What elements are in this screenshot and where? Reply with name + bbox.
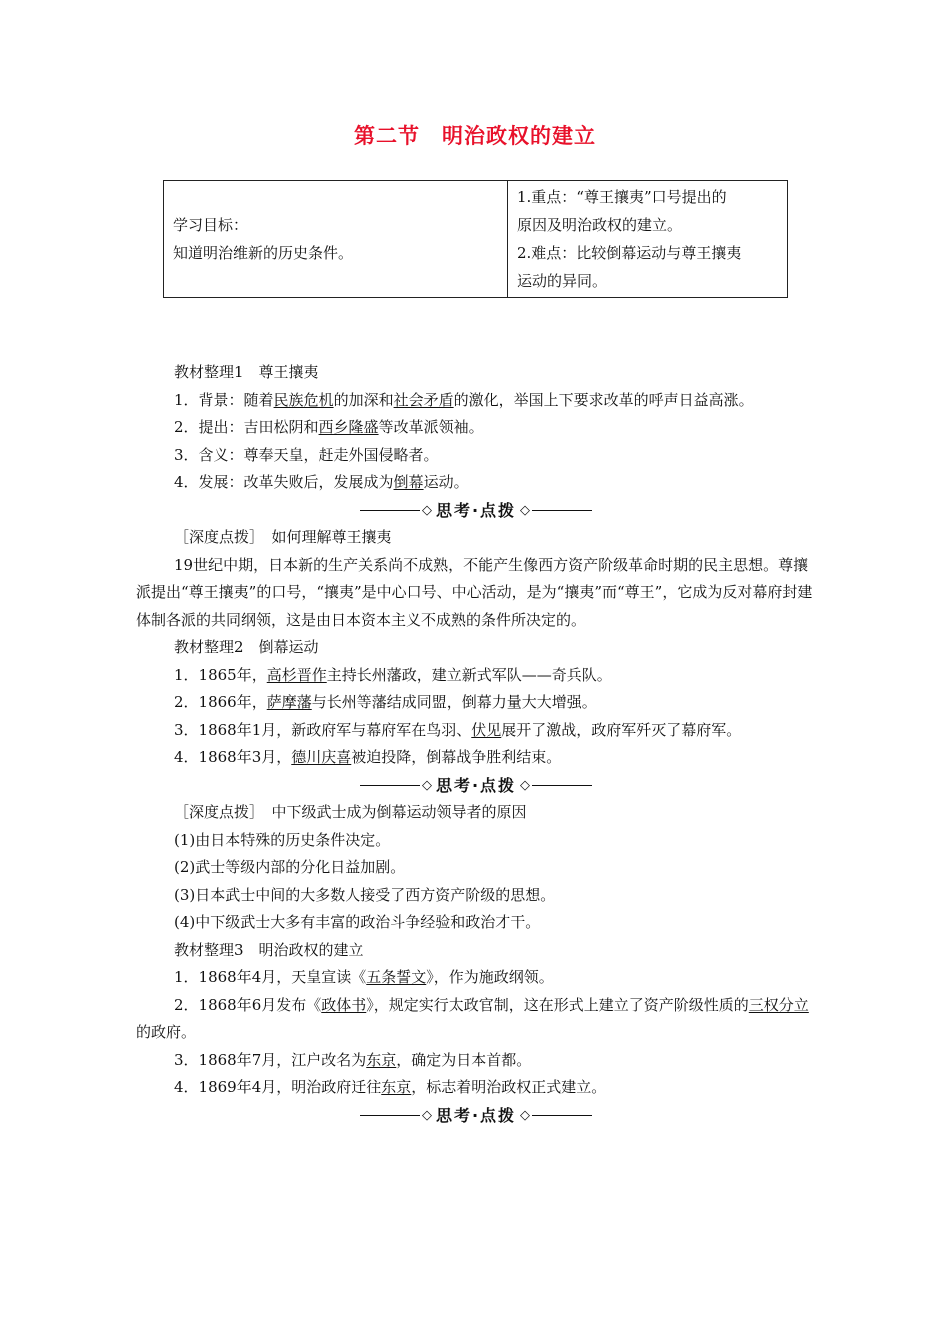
list-item: 2．1866年，萨摩藩与长州等藩结成同盟，倒幕力量大大增强。 (174, 693, 597, 711)
list-item: 2．提出：吉田松阴和西乡隆盛等改革派领袖。 (174, 418, 484, 436)
diamond-icon: ◇ (421, 502, 432, 518)
divider-label: 思考·点拨 (435, 500, 517, 520)
list-item: 3．含义：尊奉天皇，赶走外国侵略者。 (174, 445, 439, 464)
divider-line (532, 510, 592, 511)
list-item: 3．1868年1月，新政府军与幕府军在鸟羽、伏见展开了激战，政府军歼灭了幕府军。 (174, 720, 742, 739)
list-item: (1)由日本特殊的历史条件决定。 (174, 830, 391, 849)
list-item: 2．1868年6月发布《政体书》，规定实行太政官制，这在形式上建立了资产阶级性质的三权分立的政府。 (136, 995, 809, 1041)
list-item: 4．1868年3月，德川庆喜被迫投降，倒幕战争胜利结束。 (174, 748, 562, 766)
divider-line (360, 785, 420, 786)
diamond-icon: ◇ (520, 1107, 531, 1123)
list-item: 3．1868年7月，江户改名为东京，确定为日本首都。 (174, 1050, 532, 1069)
difficulty-line: 2.难点：比较倒幕运动与尊王攘夷 (517, 244, 742, 262)
list-item: (2)武士等级内部的分化日益加剧。 (174, 858, 406, 876)
divider-line (360, 510, 420, 511)
key-points-cell (508, 181, 788, 298)
think-divider (136, 772, 816, 800)
page-title: 第二节 明治政权的建立 (354, 124, 596, 148)
think-divider (136, 497, 816, 525)
learning-goals-cell (164, 181, 508, 298)
list-item: 4．1869年4月，明治政府迁往东京，标志着明治政权正式建立。 (174, 1078, 607, 1096)
diamond-icon: ◇ (421, 1107, 432, 1123)
diamond-icon: ◇ (520, 502, 531, 518)
deep-tip-heading: ［深度点拨］ 中下级武士成为倒幕运动领导者的原因 (174, 803, 527, 821)
list-item: 1．背景：随着民族危机的加深和社会矛盾的激化，举国上下要求改革的呼声日益高涨。 (174, 390, 754, 409)
list-item: 1．1865年，高杉晋作主持长州藩政，建立新式军队——奇兵队。 (174, 665, 612, 684)
divider-line (532, 785, 592, 786)
goals-text: 知道明治维新的历史条件。 (173, 244, 354, 262)
learning-goals-table (163, 180, 788, 298)
document-body (136, 359, 816, 1129)
section-heading-2: 教材整理2 倒幕运动 (174, 638, 319, 656)
goals-label: 学习目标： (173, 216, 249, 234)
section-heading-3: 教材整理3 明治政权的建立 (174, 940, 364, 959)
diamond-icon: ◇ (421, 777, 432, 793)
section-heading-1: 教材整理1 尊王攘夷 (174, 363, 319, 381)
list-item: 4．发展：改革失败后，发展成为倒幕运动。 (174, 473, 469, 491)
deep-tip-heading: ［深度点拨］ 如何理解尊王攘夷 (174, 528, 392, 546)
diamond-icon: ◇ (520, 777, 531, 793)
divider-label: 思考·点拨 (435, 775, 517, 795)
divider-line (532, 1115, 592, 1116)
difficulty-line: 运动的异同。 (517, 272, 608, 290)
list-item: (3)日本武士中间的大多数人接受了西方资产阶级的思想。 (174, 885, 556, 904)
key-point-line: 1.重点：“尊王攘夷”口号提出的 (517, 188, 727, 206)
divider-label: 思考·点拨 (435, 1105, 517, 1125)
deep-tip-paragraph: 19世纪中期，日本新的生产关系尚不成熟，不能产生像西方资产阶级革命时期的民主思想。尊攘派提出“尊王攘夷”的口号，“攘夷”是中心口号、中心活动，是为“攘夷”而“尊王”，它成为反对幕府封建体制各派的共同纲领，这是由日本资本主义不成熟的条件所决定的。 (136, 555, 813, 629)
key-point-line: 原因及明治政权的建立。 (517, 216, 683, 234)
list-item: (4)中下级武士大多有丰富的政治斗争经验和政治才干。 (174, 913, 541, 931)
list-item: 1．1868年4月，天皇宣读《五条誓文》，作为施政纲领。 (174, 968, 554, 986)
think-divider (136, 1102, 816, 1130)
divider-line (360, 1115, 420, 1116)
